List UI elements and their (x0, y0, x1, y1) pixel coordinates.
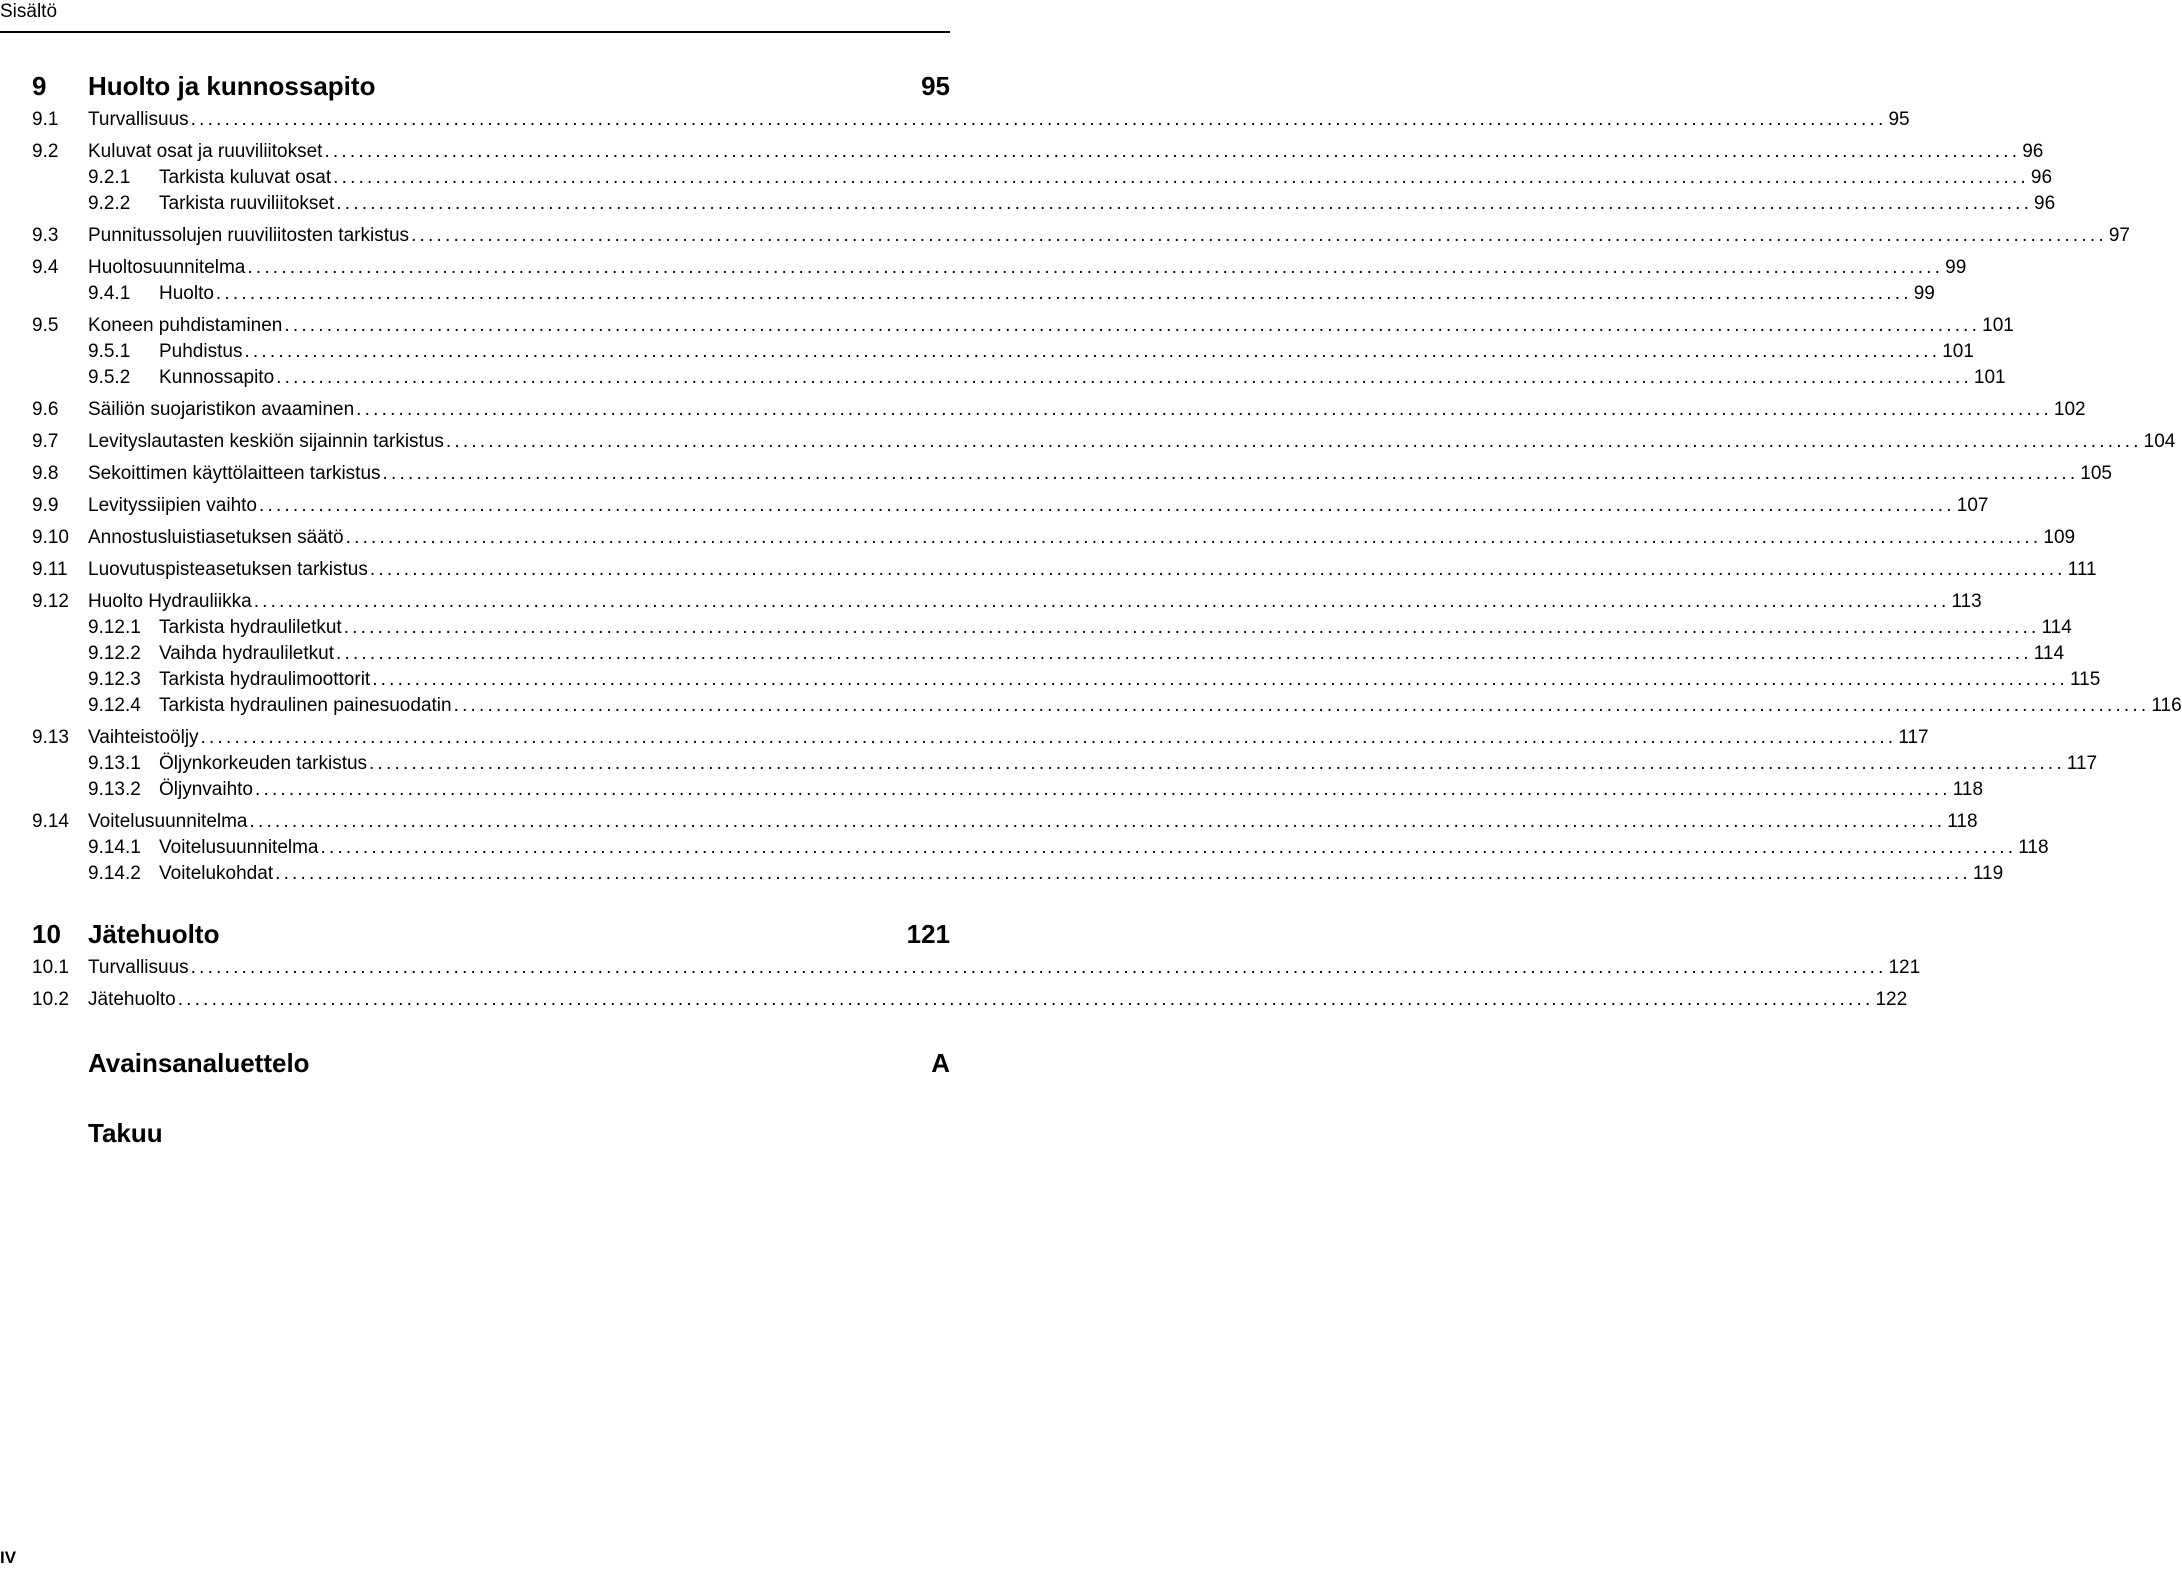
dot-leader: ........................................................................................................................................................................................................ (411, 225, 2107, 246)
dot-leader: ........................................................................................................................................................................................................ (215, 283, 1912, 304)
dot-leader: ........................................................................................................................................................................................................ (284, 315, 1981, 336)
dot-leader: ........................................................................................................................................................................................................ (276, 367, 1972, 388)
entry-title: Öljynkorkeuden tarkistus (159, 753, 368, 774)
entry-page: 96 (2034, 193, 2056, 214)
dot-leader: ........................................................................................................................................................................................................ (320, 837, 2017, 858)
entry-number: 9.4.1 (88, 283, 131, 304)
entry-number: 9.7 (32, 431, 59, 452)
toc-entry[interactable] (32, 397, 2086, 423)
entry-title: Annostusluistiasetuksen säätö (88, 527, 344, 548)
toc-subentry[interactable] (32, 667, 2101, 693)
entry-page: 97 (2108, 225, 2130, 246)
entry-title: Huolto (159, 283, 214, 304)
toc-entry[interactable] (32, 429, 2176, 455)
entry-page: 104 (2143, 431, 2176, 452)
toc-index[interactable] (32, 1045, 950, 1081)
dot-leader: ........................................................................................................................................................................................................ (249, 811, 1946, 832)
entry-number: 10.2 (32, 989, 69, 1010)
table-of-contents (32, 68, 2182, 1151)
toc-subentry[interactable] (32, 191, 2056, 217)
toc-entry[interactable] (32, 461, 2112, 487)
toc-subentry[interactable] (32, 641, 2065, 667)
entry-title: Koneen puhdistaminen (88, 315, 283, 336)
dot-leader: ........................................................................................................................................................................................................ (253, 591, 1950, 612)
entry-number: 9.14 (32, 811, 69, 832)
entry-title: Levityssiipien vaihto (88, 495, 257, 516)
dot-leader: ........................................................................................................................................................................................................ (190, 957, 1887, 978)
dot-leader: ........................................................................................................................................................................................................ (369, 753, 2065, 774)
entry-page: 96 (2030, 167, 2053, 188)
dot-leader: ........................................................................................................................................................................................................ (244, 341, 1941, 362)
entry-number: 9.5 (32, 315, 59, 336)
entry-page: 116 (2151, 695, 2182, 716)
entry-number: 9.12.1 (88, 617, 141, 638)
dot-leader: ........................................................................................................................................................................................................ (372, 669, 2068, 690)
toc-entry[interactable] (32, 725, 1929, 751)
entry-title: Voitelusuunnitelma (88, 811, 248, 832)
entry-page: 117 (1898, 727, 1929, 748)
entry-page: 114 (2041, 617, 2072, 638)
toc-entry[interactable] (32, 493, 1989, 519)
toc-entry[interactable] (32, 107, 1910, 133)
toc-chapter-10[interactable] (32, 916, 950, 952)
dot-leader: ........................................................................................................................................................................................................ (333, 167, 2029, 188)
chapter-page: 121 (906, 919, 950, 949)
page-number: IV (0, 1548, 17, 1567)
dot-leader: ........................................................................................................................................................................................................ (177, 989, 1874, 1010)
entry-number: 9.2 (32, 141, 59, 162)
dot-leader: ........................................................................................................................................................................................................ (255, 779, 1951, 800)
entry-page: 114 (2033, 643, 2065, 664)
entry-number: 9.5.1 (88, 341, 131, 362)
entry-number: 9.9 (32, 495, 59, 516)
dot-leader: ........................................................................................................................................................................................................ (369, 559, 2066, 580)
dot-leader: ........................................................................................................................................................................................................ (343, 617, 2040, 638)
toc-subentry[interactable] (32, 693, 2182, 719)
entry-title: Tarkista ruuviliitokset (159, 193, 335, 214)
toc-subentry[interactable] (32, 165, 2053, 191)
index-title: Avainsanaluettelo (88, 1048, 310, 1078)
entry-page: 99 (1913, 283, 1935, 304)
entry-number: 9.11 (32, 559, 68, 580)
toc-entry[interactable] (32, 987, 1908, 1013)
dot-leader: ........................................................................................................................................................................................................ (345, 527, 2042, 548)
toc-subentry[interactable] (32, 615, 2072, 641)
toc-entry[interactable] (32, 955, 1921, 981)
entry-title: Turvallisuus (88, 957, 189, 978)
entry-number: 9.14.1 (88, 837, 141, 858)
toc-subentry[interactable] (32, 861, 2004, 887)
entry-number: 9.14.2 (88, 863, 141, 884)
entry-title: Voitelukohdat (159, 863, 274, 884)
dot-leader: ........................................................................................................................................................................................................ (200, 727, 1897, 748)
entry-title: Huolto Hydrauliikka (88, 591, 252, 612)
entry-number: 9.8 (32, 463, 59, 484)
entry-number: 9.13.1 (88, 753, 141, 774)
toc-subentry[interactable] (32, 339, 1974, 365)
entry-page: 101 (1973, 367, 2006, 388)
entry-title: Turvallisuus (88, 109, 189, 130)
entry-number: 9.12.4 (88, 695, 141, 716)
entry-page: 109 (2043, 527, 2076, 548)
entry-page: 118 (1952, 779, 1984, 800)
entry-number: 9.2.1 (88, 167, 131, 188)
toc-entry[interactable] (32, 809, 1978, 835)
entry-number: 9.12 (32, 591, 69, 612)
entry-title: Jätehuolto (88, 989, 176, 1010)
index-page: A (931, 1048, 950, 1078)
entry-page: 118 (1947, 811, 1978, 832)
dot-leader: ........................................................................................................................................................................................................ (275, 863, 1971, 884)
dot-leader: ........................................................................................................................................................................................................ (382, 463, 2079, 484)
entry-number: 9.3 (32, 225, 59, 246)
entry-page: 121 (1888, 957, 1921, 978)
entry-title: Öljynvaihto (159, 779, 253, 800)
chapter-number: 10 (32, 919, 61, 949)
entry-number: 9.2.2 (88, 193, 131, 214)
entry-page: 111 (2067, 559, 2097, 580)
entry-title: Tarkista hydraulinen painesuodatin (159, 695, 452, 716)
dot-leader: ........................................................................................................................................................................................................ (247, 257, 1944, 278)
entry-page: 96 (2022, 141, 2044, 162)
entry-number: 9.12.3 (88, 669, 141, 690)
entry-title: Vaihteistoöljy (88, 727, 199, 748)
entry-page: 101 (1942, 341, 1974, 362)
toc-subentry[interactable] (32, 281, 1935, 307)
toc-entry[interactable] (32, 313, 2014, 339)
entry-number: 9.13.2 (88, 779, 141, 800)
entry-title: Vaihda hydrauliletkut (159, 643, 334, 664)
entry-title: Sekoittimen käyttölaitteen tarkistus (88, 463, 381, 484)
toc-entry[interactable] (32, 557, 2097, 583)
dot-leader: ........................................................................................................................................................................................................ (445, 431, 2142, 452)
entry-title: Punnitussolujen ruuviliitosten tarkistus (88, 225, 410, 246)
entry-number: 9.10 (32, 527, 69, 548)
entry-page: 99 (1945, 257, 1967, 278)
entry-title: Tarkista hydraulimoottorit (159, 669, 371, 690)
entry-page: 95 (1888, 109, 1910, 130)
toc-subentry[interactable] (32, 777, 1984, 803)
chapter-title: Jätehuolto (88, 919, 220, 949)
entry-number: 9.6 (32, 399, 59, 420)
toc-chapter-9[interactable] (32, 68, 950, 104)
dot-leader: ........................................................................................................................................................................................................ (324, 141, 2021, 162)
header-rule (0, 31, 950, 33)
entry-number: 9.1 (32, 109, 59, 130)
chapter-page: 95 (921, 71, 950, 101)
entry-page: 117 (2066, 753, 2098, 774)
dot-leader: ........................................................................................................................................................................................................ (258, 495, 1955, 516)
dot-leader: ........................................................................................................................................................................................................ (356, 399, 2052, 420)
warranty-title: Takuu (88, 1118, 163, 1148)
dot-leader: ........................................................................................................................................................................................................ (335, 643, 2032, 664)
dot-leader: ........................................................................................................................................................................................................ (190, 109, 1887, 130)
toc-entry[interactable] (32, 255, 1967, 281)
chapter-title: Huolto ja kunnossapito (88, 71, 376, 101)
entry-title: Tarkista hydrauliletkut (159, 617, 342, 638)
entry-title: Tarkista kuluvat osat (159, 167, 332, 188)
entry-page: 101 (1982, 315, 2014, 336)
entry-title: Puhdistus (159, 341, 243, 362)
toc-subentry[interactable] (32, 751, 2098, 777)
entry-title: Kunnossapito (159, 367, 275, 388)
toc-warranty[interactable] (32, 1115, 950, 1151)
entry-page: 105 (2080, 463, 2112, 484)
entry-page: 115 (2069, 669, 2101, 690)
toc-subentry[interactable] (32, 365, 2006, 391)
entry-title: Luovutuspisteasetuksen tarkistus (88, 559, 368, 580)
dot-leader: ........................................................................................................................................................................................................ (453, 695, 2150, 716)
toc-entry[interactable] (32, 525, 2076, 551)
entry-page: 122 (1875, 989, 1908, 1010)
entry-title: Levityslautasten keskiön sijainnin tarkistus (88, 431, 444, 452)
entry-title: Kuluvat osat ja ruuviliitokset (88, 141, 323, 162)
entry-page: 113 (1951, 591, 1982, 612)
dot-leader: ........................................................................................................................................................................................................ (336, 193, 2033, 214)
entry-title: Säiliön suojaristikon avaaminen (88, 399, 355, 420)
chapter-number: 9 (32, 71, 47, 101)
toc-entry[interactable] (32, 223, 2130, 249)
entry-page: 119 (1972, 863, 2004, 884)
entry-number: 9.12.2 (88, 643, 141, 664)
entry-number: 9.13 (32, 727, 69, 748)
toc-subentry[interactable] (32, 835, 2049, 861)
toc-entry[interactable] (32, 139, 2044, 165)
toc-entry[interactable] (32, 589, 1982, 615)
entry-title: Voitelusuunnitelma (159, 837, 319, 858)
entry-page: 107 (1956, 495, 1989, 516)
running-title: Sisältö (0, 1, 58, 22)
entry-number: 10.1 (32, 957, 69, 978)
entry-page: 102 (2053, 399, 2086, 420)
entry-page: 118 (2018, 837, 2049, 858)
entry-number: 9.5.2 (88, 367, 131, 388)
entry-title: Huoltosuunnitelma (88, 257, 246, 278)
entry-number: 9.4 (32, 257, 59, 278)
